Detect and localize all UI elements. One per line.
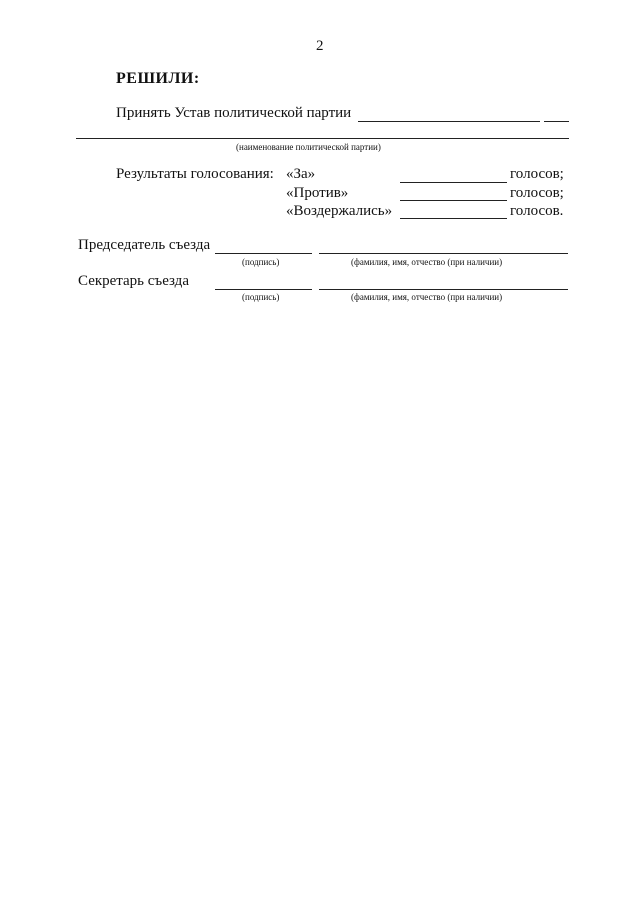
party-name-line-1b <box>544 121 569 122</box>
vote-unit-for: голосов; <box>510 166 564 182</box>
party-name-line-1 <box>358 121 540 122</box>
vote-option-abstain: «Воздержались» <box>286 203 393 219</box>
vote-count-line-against <box>400 200 507 201</box>
chairman-name-line <box>319 253 568 254</box>
secretary-label: Секретарь съезда <box>78 273 189 289</box>
vote-option-for: «За» <box>286 166 316 182</box>
voting-label: Результаты голосования: <box>116 166 274 182</box>
charter-sentence: Принять Устав политической партии <box>116 105 352 121</box>
secretary-name-line <box>319 289 568 290</box>
vote-count-line-for <box>400 182 507 183</box>
secretary-name-caption: (фамилия, имя, отчество (при наличии) <box>351 292 503 302</box>
party-name-caption: (наименование политической партии) <box>236 142 381 152</box>
decision-heading: РЕШИЛИ: <box>116 70 200 87</box>
vote-count-line-abstain <box>400 218 507 219</box>
vote-unit-against: голосов; <box>510 185 564 201</box>
chairman-signature-line <box>215 253 312 254</box>
chairman-label: Председатель съезда <box>78 237 211 253</box>
party-name-line-2 <box>76 138 569 139</box>
secretary-signature-caption: (подпись) <box>242 292 280 302</box>
vote-unit-abstain: голосов. <box>510 203 564 219</box>
secretary-signature-line <box>215 289 312 290</box>
chairman-signature-caption: (подпись) <box>242 257 280 267</box>
page-number: 2 <box>316 38 324 54</box>
chairman-name-caption: (фамилия, имя, отчество (при наличии) <box>351 257 503 267</box>
vote-option-against: «Против» <box>286 185 349 201</box>
